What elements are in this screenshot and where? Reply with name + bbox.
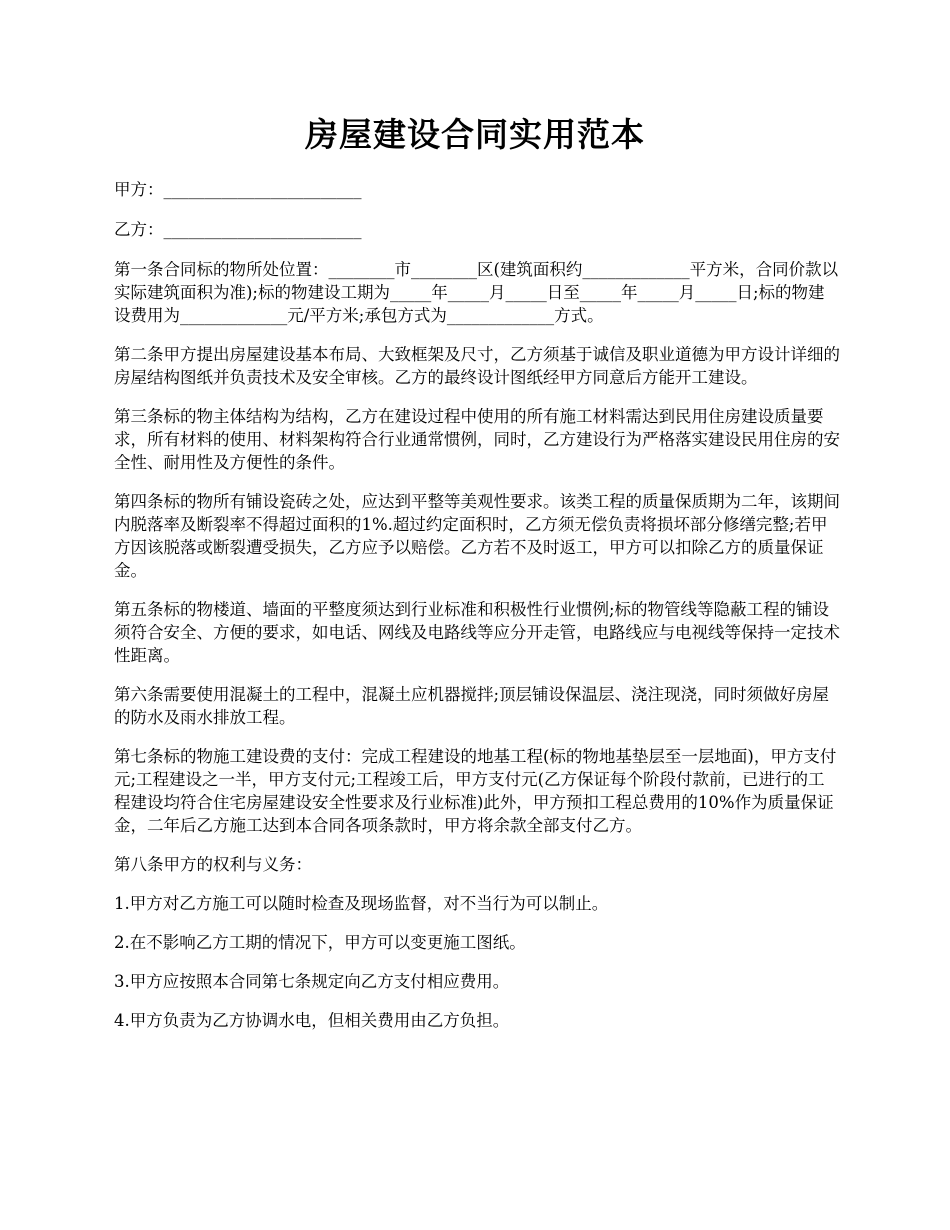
party-a-line: 甲方：________________________	[114, 180, 362, 199]
clause-3: 第三条标的物主体结构为结构，乙方在建设过程中使用的所有施工材料需达到民用住房建设质量要求，所有材料的使用、材料架构符合行业通常惯例，同时，乙方建设行为严格落实建设民用住房的安全性、耐用性及方便性的条件。	[114, 407, 840, 472]
clause-8-item-4: 4.甲方负责为乙方协调水电，但相关费用由乙方负担。	[114, 1011, 510, 1030]
document-body	[114, 178, 840, 1048]
clause-8-item-3: 3.甲方应按照本合同第七条规定向乙方支付相应费用。	[114, 972, 510, 991]
clause-7: 第七条标的物施工建设费的支付：完成工程建设的地基工程(标的物地基垫层至一层地面)，甲方支付元;工程建设之一半，甲方支付元;工程竣工后，甲方支付元(乙方保证每个阶段付款前，已进行的工程建设均符合住宅房屋建设安全性要求及行业标准)此外，甲方预扣工程总费用的10%作为质量保证金，二年后乙方施工达到本合同各项条款时，甲方将余款全部支付乙方。	[114, 747, 837, 835]
clause-6: 第六条需要使用混凝土的工程中，混凝土应机器搅拌;顶层铺设保温层、浇注现浇，同时须做好房屋的防水及雨水排放工程。	[114, 685, 830, 727]
document-title: 房屋建设合同实用范本	[305, 115, 645, 154]
clause-8-heading: 第八条甲方的权利与义务：	[114, 855, 312, 874]
clause-8-item-1: 1.甲方对乙方施工可以随时检查及现场监督，对不当行为可以制止。	[114, 894, 609, 913]
clause-5: 第五条标的物楼道、墙面的平整度须达到行业标准和积极性行业惯例;标的物管线等隐蔽工程的铺设须符合安全、方便的要求，如电话、网线及电路线等应分开走管，电路线应与电视线等保持一定技术性距离。	[114, 600, 840, 665]
clause-4: 第四条标的物所有铺设瓷砖之处，应达到平整等美观性要求。该类工程的质量保质期为二年，该期间内脱落率及断裂率不得超过面积的1%.超过约定面积时，乙方须无偿负责将损坏部分修缮完整;若甲方因该脱落或断裂遭受损失，乙方应予以赔偿。乙方若不及时返工，甲方可以扣除乙方的质量保证金。	[114, 492, 840, 580]
party-b-line: 乙方：________________________	[114, 220, 362, 239]
clause-2: 第二条甲方提出房屋建设基本布局、大致框架及尺寸，乙方须基于诚信及职业道德为甲方设计详细的房屋结构图纸并负责技术及安全审核。乙方的最终设计图纸经甲方同意后方能开工建设。	[114, 345, 840, 387]
clause-1: 第一条合同标的物所处位置：________市________区(建筑面积约_____________平方米，合同价款以实际建筑面积为准);标的物建设工期为_____年_____月_____日至_____年_____月_____日;标的物建设费用为_____________元/平方米;承包方式为_____________方式。	[114, 260, 839, 325]
clause-8-item-2: 2.在不影响乙方工期的情况下，甲方可以变更施工图纸。	[114, 933, 526, 952]
